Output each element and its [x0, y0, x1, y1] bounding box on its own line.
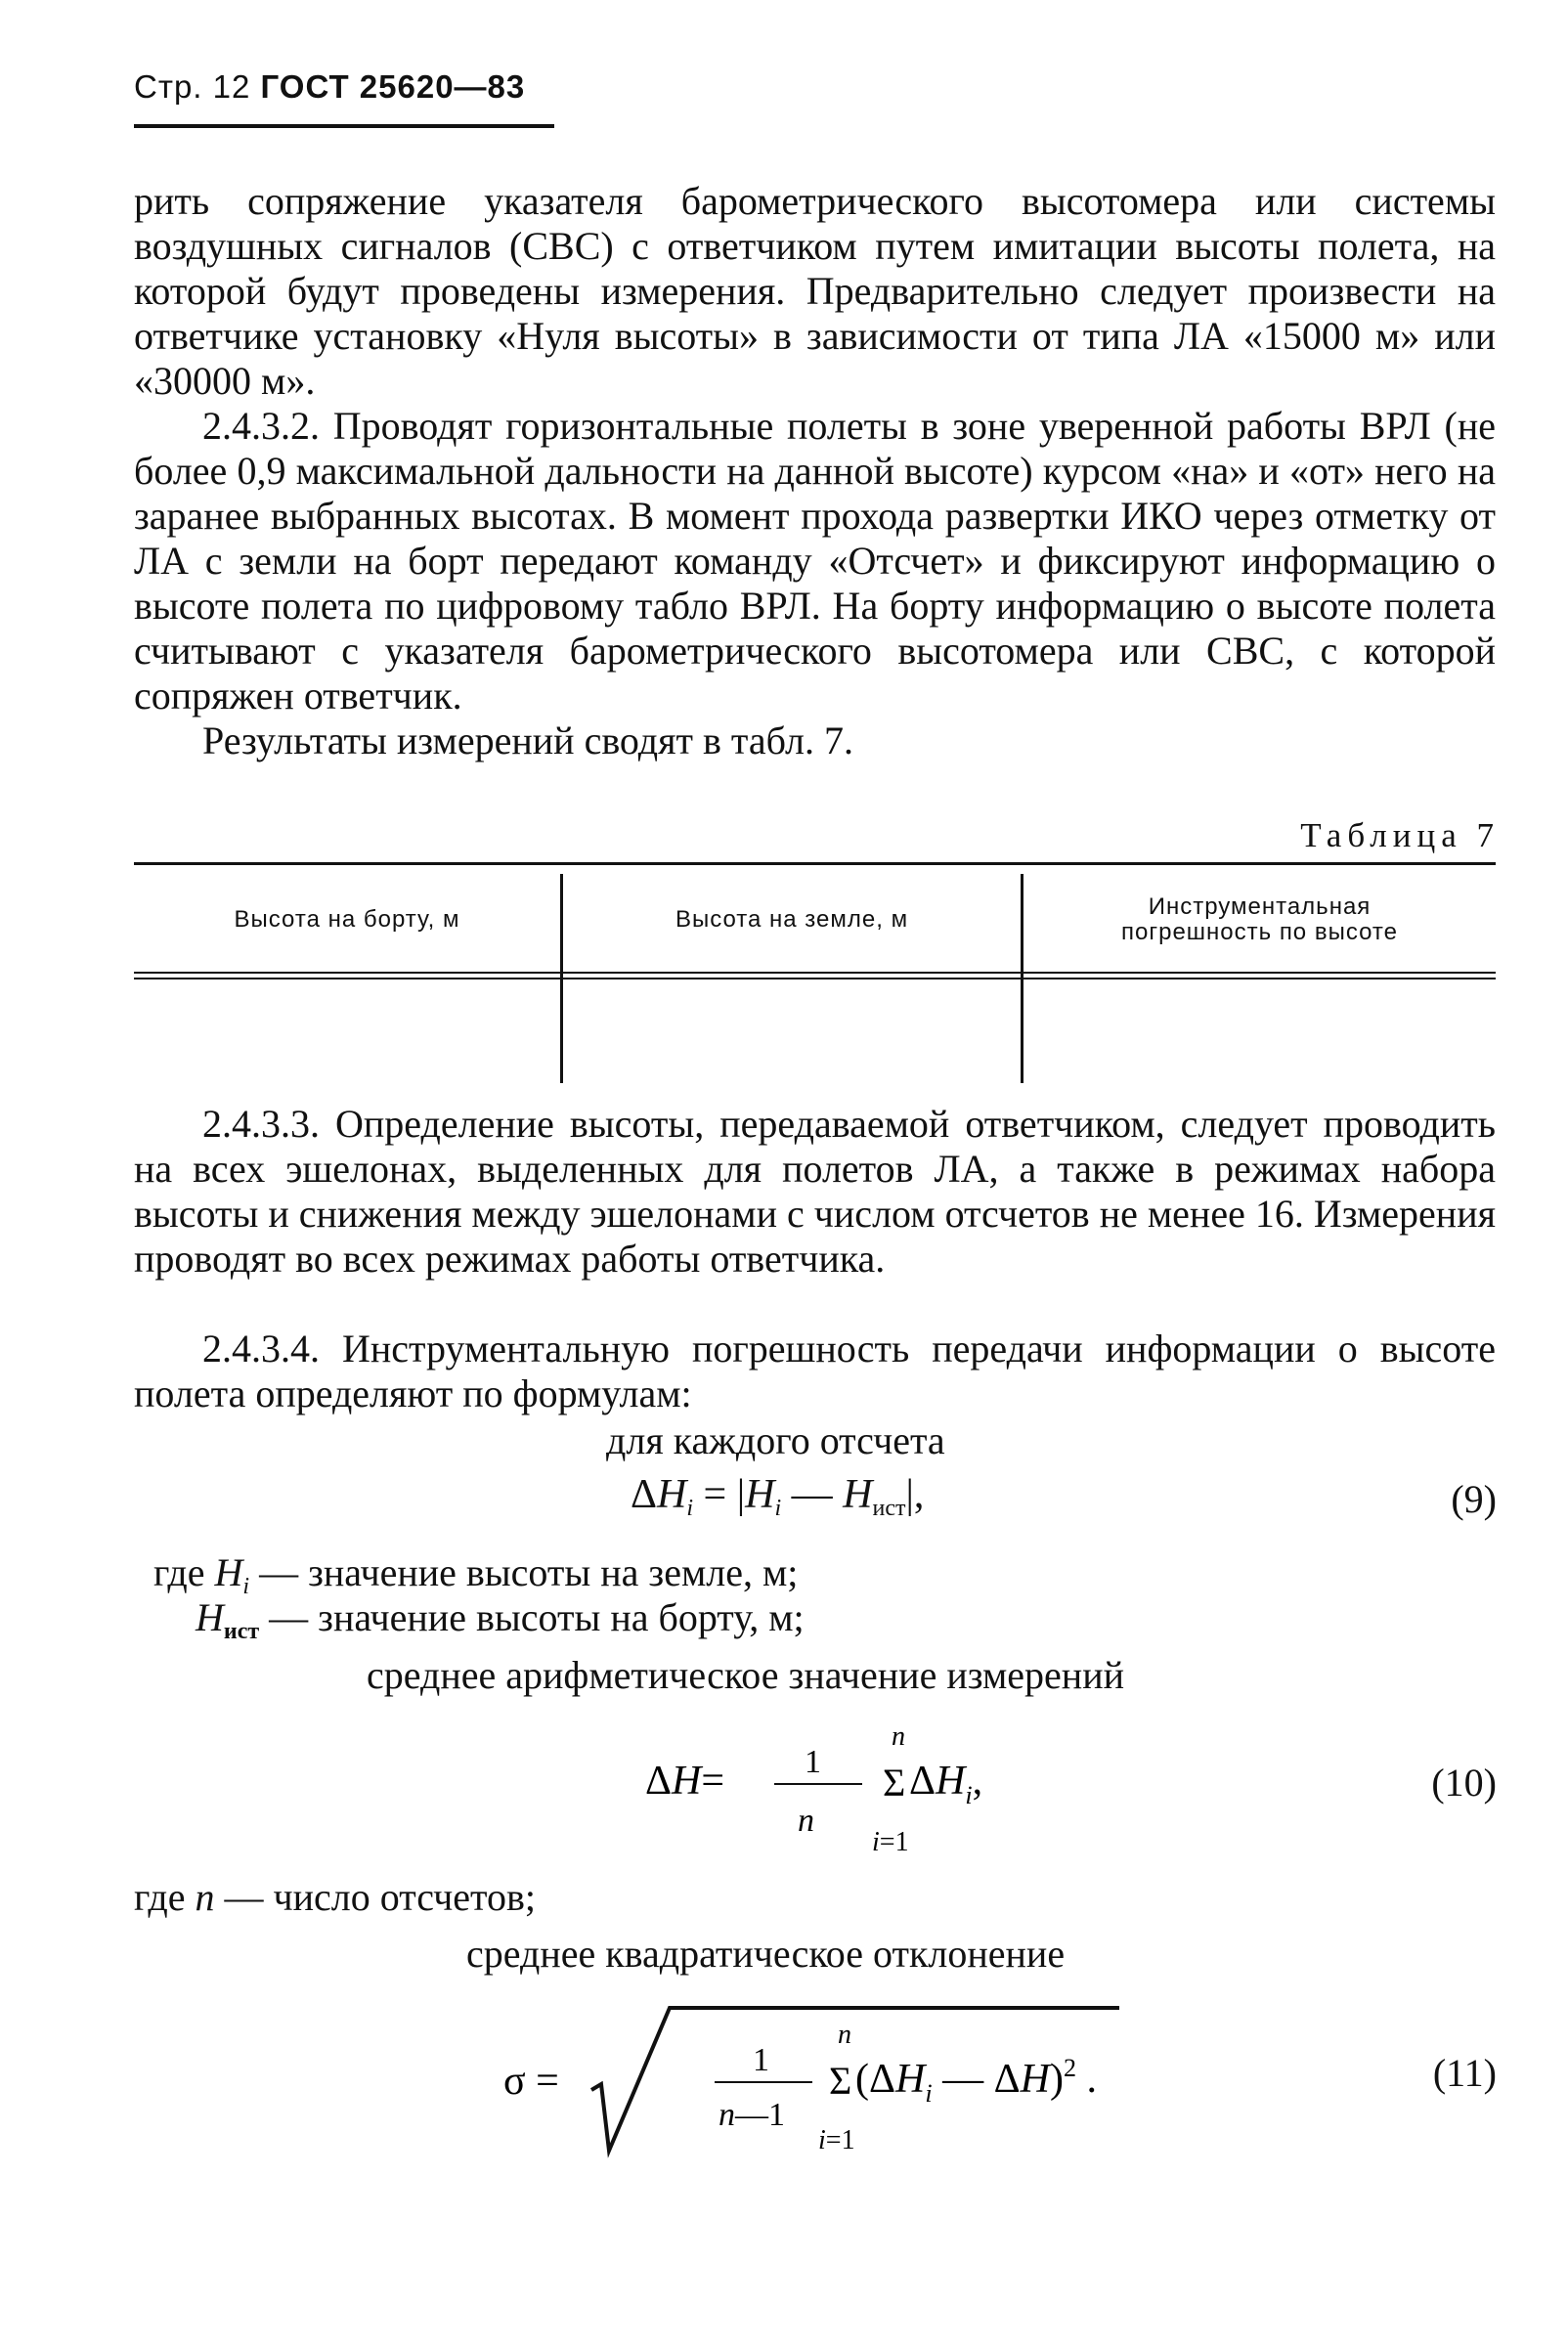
definition-hist: $H_{ист}$ — значение высоты на борту, м; [196, 1595, 805, 1644]
formula-10 [645, 1716, 1105, 1862]
paragraph-2-4-3-4 [134, 1327, 1496, 1416]
results-table [134, 862, 1496, 1087]
table-header-cell: Инструментальная погрешность по высоте [1121, 893, 1398, 945]
paragraph-2-4-3-2 [134, 404, 1496, 763]
paragraph-text: 2.4.3.2. Проводят горизонтальные полеты в зоне уверенной работы ВРЛ (не более 0,9 максимальной дальности на данной высоте) курсом «на» и «от» него на заранее выбранных высотах. В момент прохода развертки ИКО через отметку от ЛА с земли на борт передают команду «Отсчет» и фиксируют информацию о высоте полета по цифровому табло ВРЛ. На борту информацию о высоте полета считывают с указателя барометрического высотомера или СВС, с которой сопряжен ответчик. [134, 404, 1496, 718]
table-header-cell: Высота на земле, м [675, 906, 909, 933]
svg-text:n: n [798, 1803, 814, 1839]
paragraph-text: рить сопряжение указателя барометрического высотомера или системы воздушных сигналов (СВС) с ответчиком путем имитации высоты полета, на которой будут проведены измерения. Предварительно следует произвести на ответчике установку «Нуля высоты» в зависимости от типа ЛА «15000 м» или «30000 м». [134, 179, 1496, 403]
equation-number-11: (11) [1432, 2051, 1497, 2095]
equation-number-10: (10) [1431, 1761, 1497, 1805]
table-header-rule [134, 978, 1496, 979]
document-code: ГОСТ 25620—83 [260, 68, 526, 105]
svg-text:(ΔHi — ΔH)2 .: ($\Delta H_i$ — ΔH)$^2$ . [855, 2054, 1097, 2108]
formula-11-intro: среднее квадратическое отклонение [466, 1932, 1066, 1976]
formula-9: $\Delta H_i = |H_i$ — $H_{ист}|$, [631, 1472, 925, 1521]
formula-9-intro: для каждого отсчета [606, 1418, 945, 1462]
paragraph-text: 2.4.3.3. Определение высоты, передаваемой ответчиком, следует проводить на всех эшелонах, выделенных для полетов ЛА, а также в режимах набора высоты и снижения между эшелонами с числом отсчетов не менее 16. Измерения проводят во всех режимах работы ответчика. [134, 1102, 1496, 1281]
paragraph-continuation [134, 179, 1496, 404]
svg-text:σ =: σ = [503, 2059, 559, 2104]
equation-number-9: (9) [1451, 1477, 1497, 1521]
page-header [134, 68, 525, 106]
svg-text:Σ: Σ [829, 2059, 852, 2103]
svg-text:1: 1 [753, 2042, 769, 2078]
table-top-rule [134, 862, 1496, 865]
svg-text:i=1: i=1 [818, 2125, 855, 2155]
table-caption: Таблица 7 [1300, 816, 1500, 854]
definition-hi: где $H_i$ — значение высоты на земле, м; [153, 1550, 799, 1599]
page-label: Стр. 12 [134, 68, 251, 105]
svg-text:Σ: Σ [883, 1761, 906, 1805]
formula-10-intro: среднее арифметическое значение измерений [367, 1653, 1125, 1697]
svg-text:n: n [892, 1721, 905, 1752]
paragraph-results: Результаты измерений сводят в табл. 7. [202, 718, 853, 762]
svg-text:1: 1 [805, 1744, 821, 1780]
header-rule [134, 124, 554, 128]
svg-text:ΔHi,: $\Delta H_i$, [909, 1759, 983, 1809]
paragraph-2-4-3-3 [134, 1102, 1496, 1282]
definition-n: где n — число отсчетов; [134, 1875, 536, 1919]
svg-text:ΔH=: ΔH= [645, 1759, 725, 1804]
formula-11 [503, 1994, 1188, 2170]
table-header-cell: Высота на борту, м [234, 906, 460, 933]
svg-text:n: n [838, 2020, 851, 2050]
svg-text:i=1: i=1 [872, 1827, 909, 1857]
paragraph-text: 2.4.3.4. Инструментальную погрешность передачи информации о высоте полета определяют по формулам: [134, 1327, 1496, 1415]
table-header-rule [134, 972, 1496, 974]
svg-text:n—1: n—1 [719, 2097, 785, 2133]
